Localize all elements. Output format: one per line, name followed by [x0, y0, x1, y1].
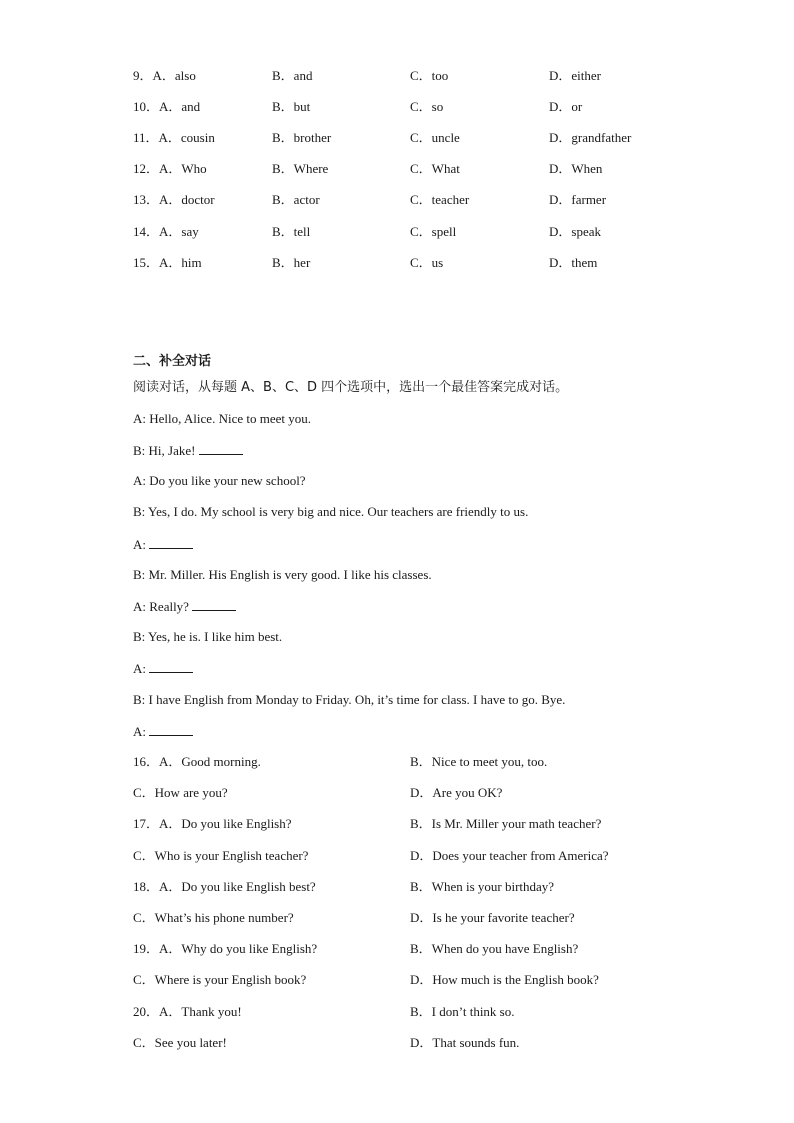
- dialogue-line: A: Really?: [133, 596, 236, 617]
- option-row: [133, 814, 693, 834]
- section-title: 二、补全对话: [133, 354, 212, 369]
- option-d: D．farmer: [549, 192, 607, 207]
- option-row: [133, 846, 693, 866]
- option-left: C．Who is your English teacher?: [133, 848, 309, 863]
- option-a: 9．A．also: [133, 68, 196, 83]
- option-b: B．her: [272, 255, 311, 270]
- option-row: [133, 939, 693, 959]
- dialogue-line: A: Hello, Alice. Nice to meet you.: [133, 411, 311, 426]
- option-row: [133, 908, 693, 928]
- option-c: C．so: [410, 99, 444, 114]
- option-a: 14．A．say: [133, 224, 199, 239]
- option-left: 19．A．Why do you like English?: [133, 941, 318, 956]
- answer-blank: [149, 721, 193, 736]
- option-a: 12．A．Who: [133, 161, 207, 176]
- option-left: C．Where is your English book?: [133, 972, 307, 987]
- question-row-14: [133, 222, 693, 242]
- option-left: C．How are you?: [133, 785, 228, 800]
- option-d: D．grandfather: [549, 130, 632, 145]
- option-right: D．Are you OK?: [410, 785, 503, 800]
- option-right: B．When do you have English?: [410, 941, 579, 956]
- section-instruction: 阅读对话，从每题 A、B、C、D 四个选项中，选出一个最佳答案完成对话。: [133, 380, 569, 395]
- option-d: D．speak: [549, 224, 601, 239]
- option-d: D．or: [549, 99, 583, 114]
- question-row-13: [133, 190, 693, 210]
- option-right: D．That sounds fun.: [410, 1035, 520, 1050]
- question-row-11: [133, 128, 693, 148]
- answer-blank: [149, 534, 193, 549]
- option-row: [133, 1002, 693, 1022]
- option-a: 10．A．and: [133, 99, 201, 114]
- option-d: D．When: [549, 161, 603, 176]
- option-a: 15．A．him: [133, 255, 202, 270]
- option-c: C．spell: [410, 224, 457, 239]
- option-left: C．What’s his phone number?: [133, 910, 294, 925]
- option-d: D．either: [549, 68, 601, 83]
- option-a: 13．A．doctor: [133, 192, 215, 207]
- option-row: [133, 752, 693, 772]
- option-row: [133, 783, 693, 803]
- dialogue-line: B: Yes, he is. I like him best.: [133, 629, 283, 644]
- option-b: B．but: [272, 99, 311, 114]
- option-left: 16．A．Good morning.: [133, 754, 261, 769]
- dialogue-line: B: Yes, I do. My school is very big and nice. Our teachers are friendly to us.: [133, 504, 529, 519]
- question-row-10: [133, 97, 693, 117]
- option-c: C．uncle: [410, 130, 460, 145]
- option-row: [133, 877, 693, 897]
- answer-blank: [149, 658, 193, 673]
- option-c: C．us: [410, 255, 444, 270]
- dialogue-line: B: Mr. Miller. His English is very good. I like his classes.: [133, 567, 432, 582]
- question-row-15: [133, 253, 693, 273]
- option-right: B．Nice to meet you, too.: [410, 754, 548, 769]
- option-right: B．Is Mr. Miller your math teacher?: [410, 816, 602, 831]
- question-row-9: [133, 66, 693, 86]
- option-b: B．and: [272, 68, 313, 83]
- option-d: D．them: [549, 255, 598, 270]
- option-left: 18．A．Do you like English best?: [133, 879, 316, 894]
- option-left: C．See you later!: [133, 1035, 227, 1050]
- option-right: B．I don’t think so.: [410, 1004, 515, 1019]
- option-b: B．Where: [272, 161, 329, 176]
- dialogue-line: B: Hi, Jake!: [133, 440, 243, 461]
- option-a: 11．A．cousin: [133, 130, 215, 145]
- option-right: D．Is he your favorite teacher?: [410, 910, 575, 925]
- option-right: D．How much is the English book?: [410, 972, 599, 987]
- option-right: D．Does your teacher from America?: [410, 848, 609, 863]
- answer-blank: [192, 596, 236, 611]
- option-c: C．What: [410, 161, 460, 176]
- option-row: [133, 970, 693, 990]
- option-row: [133, 1033, 693, 1053]
- option-right: B．When is your birthday?: [410, 879, 555, 894]
- question-row-12: [133, 159, 693, 179]
- option-left: 20．A．Thank you!: [133, 1004, 242, 1019]
- dialogue-line: A:: [133, 721, 193, 742]
- dialogue-line: B: I have English from Monday to Friday. Oh, it’s time for class. I have to go. Bye.: [133, 692, 566, 707]
- option-b: B．tell: [272, 224, 311, 239]
- option-b: B．actor: [272, 192, 320, 207]
- dialogue-line: A:: [133, 658, 193, 679]
- dialogue-line: A: Do you like your new school?: [133, 473, 306, 488]
- option-left: 17．A．Do you like English?: [133, 816, 292, 831]
- answer-blank: [199, 440, 243, 455]
- option-c: C．teacher: [410, 192, 470, 207]
- option-c: C．too: [410, 68, 449, 83]
- option-b: B．brother: [272, 130, 332, 145]
- dialogue-line: A:: [133, 534, 193, 555]
